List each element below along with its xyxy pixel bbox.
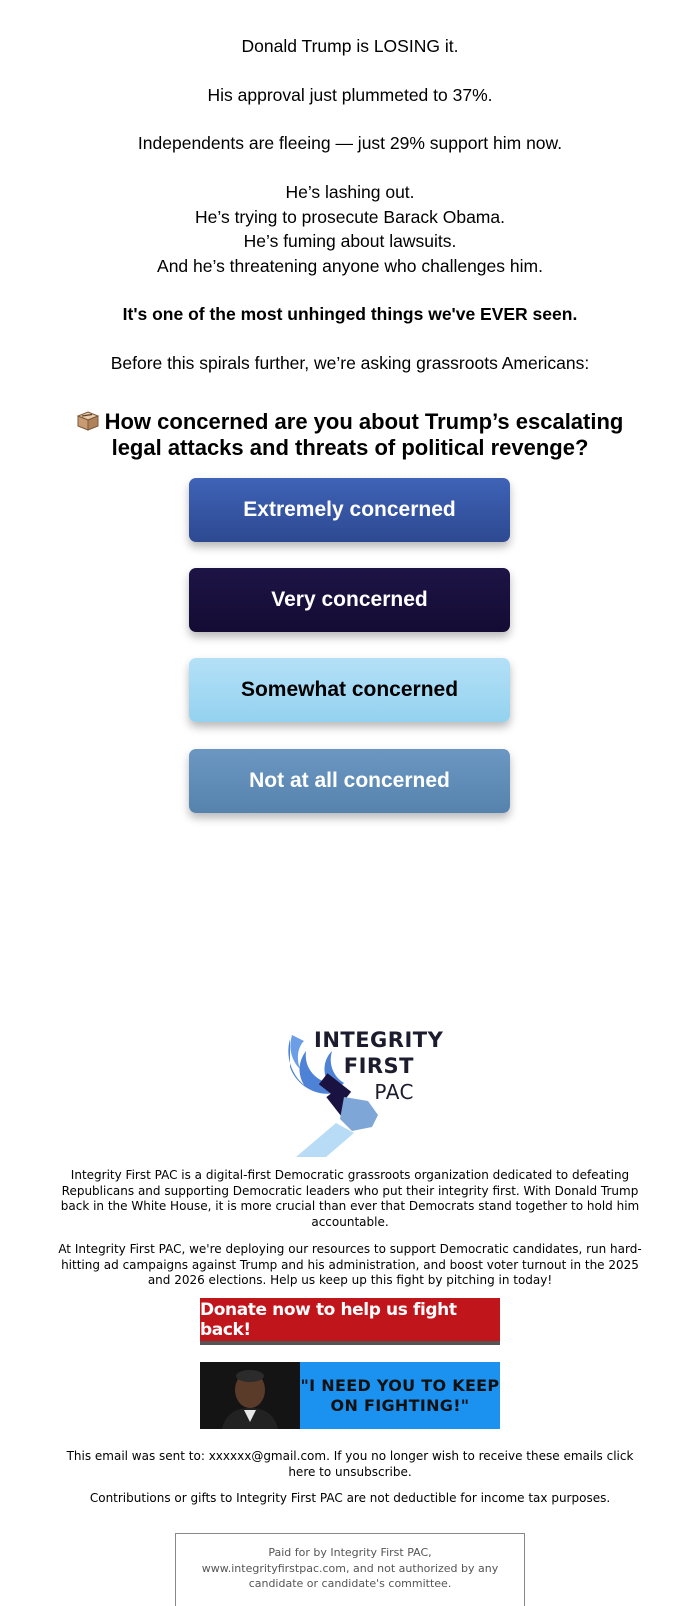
- paid-for-disclaimer: Paid for by Integrity First PAC, www.integrityfirstpac.com, and not authorized by any candidate or candidate's committee.: [175, 1533, 525, 1606]
- answer-very-concerned-button[interactable]: Very concerned: [189, 568, 510, 632]
- answer-extremely-concerned-button[interactable]: Extremely concerned: [189, 478, 510, 542]
- intro-block-line: And he’s threatening anyone who challenges him.: [157, 255, 543, 276]
- intro-block-line: He’s trying to prosecute Barack Obama.: [195, 206, 505, 227]
- integrity-first-pac-logo: [287, 1027, 444, 1157]
- poll-question-text: How concerned are you about Trump’s escalating legal attacks and threats of political revenge?: [104, 409, 624, 460]
- answer-not-at-all-concerned-button[interactable]: Not at all concerned: [189, 749, 510, 813]
- banner-quote: "I NEED YOU TO KEEP ON FIGHTING!": [300, 1362, 500, 1429]
- obama-banner-link[interactable]: [200, 1362, 500, 1429]
- about-paragraph: Integrity First PAC is a digital-first Democratic grassroots organization dedicated to defeating Republicans and supporting Democratic leaders who put their integrity first. With Donald Trump back in the White House, it is more crucial than ever that Democrats stand together to hold him accountable.: [60, 1168, 640, 1229]
- obama-photo: [200, 1362, 300, 1429]
- sent-to-notice: This email was sent to: xxxxxx@gmail.com. If you no longer wish to receive these emails click here to unsubscribe.: [66, 1449, 634, 1479]
- tax-disclaimer: Contributions or gifts to Integrity First PAC are not deductible for income tax purposes.: [89, 1491, 611, 1505]
- donate-button[interactable]: Donate now to help us fight back!: [200, 1298, 500, 1345]
- portrait-image: [200, 1362, 300, 1429]
- intro-line-3: Independents are fleeing — just 29% support him now.: [137, 133, 563, 153]
- intro-emphasis: It's one of the most unhinged things we've EVER seen.: [122, 304, 578, 324]
- intro-ask: Before this spirals further, we’re asking grassroots Americans:: [110, 353, 590, 373]
- logo-line-2: FIRST: [343, 1054, 414, 1078]
- logo-line-3: PAC: [374, 1080, 414, 1104]
- poll-question: [60, 409, 640, 461]
- ballot-box-icon: [77, 411, 99, 431]
- intro-block-line: He’s fuming about lawsuits.: [243, 231, 457, 251]
- logo-line-1: INTEGRITY: [314, 1028, 444, 1052]
- intro-line-2: His approval just plummeted to 37%.: [207, 85, 493, 105]
- mission-paragraph: At Integrity First PAC, we're deploying our resources to support Democratic candidates, run hard-hitting ad campaigns against Trump and his administration, and boost voter turnout in the 2025 and 2026 elections. Help us keep up this fight by pitching in today!: [58, 1242, 642, 1287]
- intro-line-1: Donald Trump is LOSING it.: [241, 36, 459, 56]
- answer-somewhat-concerned-button[interactable]: Somewhat concerned: [189, 658, 510, 722]
- logo-wordmark: [314, 1027, 444, 1105]
- intro-block: [0, 180, 700, 278]
- intro-block-line: He’s lashing out.: [285, 182, 415, 202]
